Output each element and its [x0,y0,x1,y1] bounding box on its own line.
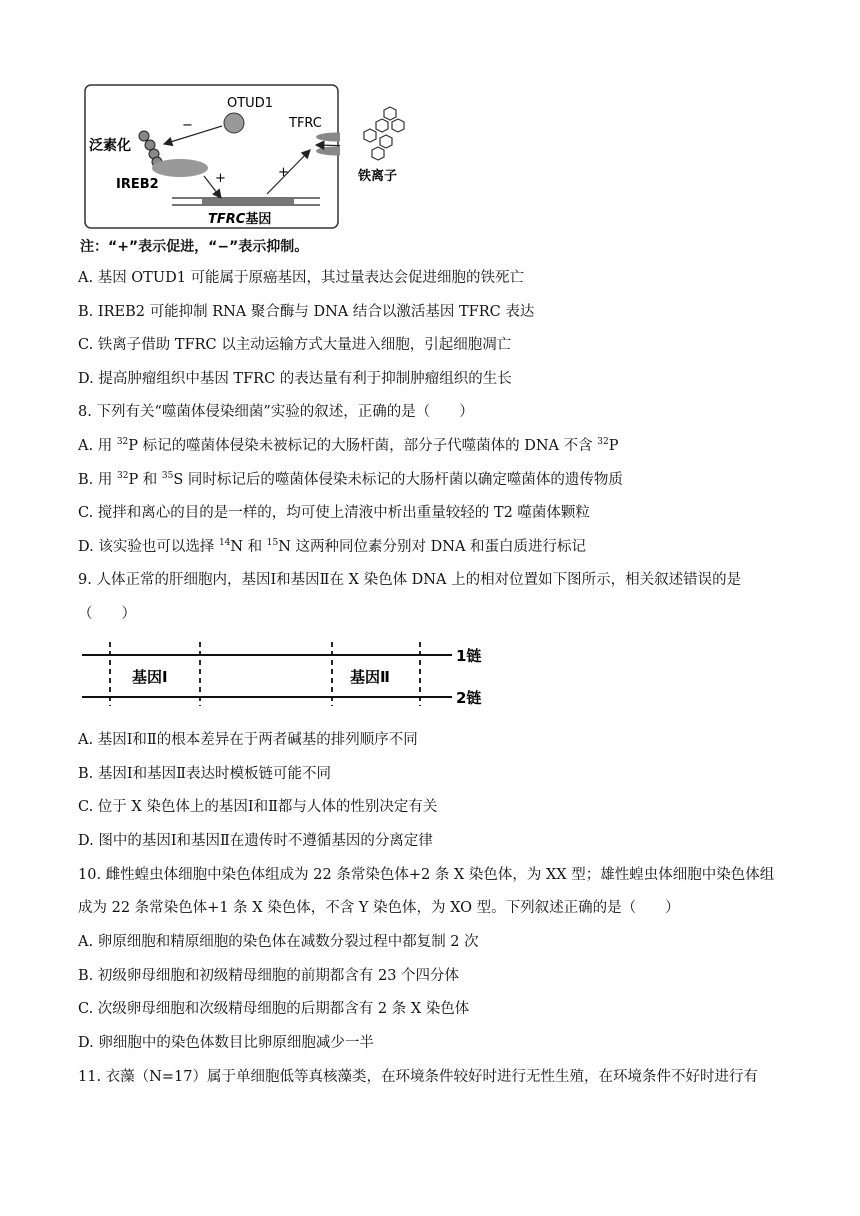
iron-ion-hexagon [372,147,384,160]
q9-option-a: A. 基因Ⅰ和Ⅱ的根本差异在于两者碱基的排列顺序不同 [78,732,418,748]
otud1-inhibit-arrow [164,126,222,144]
tfrc-gene-segment [202,199,294,204]
q7-option-b: B. IREB2 可能抑制 RNA 聚合酶与 DNA 结合以激活基因 TFRC 表达 [78,304,535,320]
minus-sign: − [182,118,193,133]
q8-option-a: A. 用 $^{32}$P 标记的噬菌体侵染未被标记的大肠杆菌，部分子代噬菌体的 DNA 不含 $^{32}$P [78,437,619,454]
q9-option-c: C. 位于 X 染色体上的基因Ⅰ和Ⅱ都与人体的性别决定有关 [78,799,438,815]
q10-stem-line1: 10. 雌性蝗虫体细胞中染色体组成为 22 条常染色体+2 条 X 染色体，为 XX 型；雄性蝗虫体细胞中染色体组 [78,867,775,883]
q8-option-d: D. 该实验也可以选择 $^{14}$N 和 $^{15}$N 这两种同位素分别对 DNA 和蛋白质进行标记 [78,538,587,555]
q8-option-c: C. 搅拌和离心的目的是一样的，均可使上清液中析出重量较轻的 T2 噬菌体颗粒 [78,505,590,521]
q9-stem-bracket: （ ） [78,606,136,622]
q9-option-d: D. 图中的基因Ⅰ和基因Ⅱ在遗传时不遵循基因的分离定律 [78,833,433,849]
iron-ion-hexagon [380,135,392,148]
chain-2-label: 2链 [456,689,482,707]
q7-option-c: C. 铁离子借助 TFRC 以主动运输方式大量进入细胞，引起细胞凋亡 [78,337,512,353]
q8-stem: 8. 下列有关“噬菌体侵染细菌”实验的叙述，正确的是（ ） [78,404,474,420]
otud1-label: OTUD1 [227,96,273,111]
gene2-label: 基因Ⅱ [350,668,390,686]
ubiquitin-bead [145,140,155,150]
iron-ion-label: 铁离子 [358,169,398,184]
q10-option-d: D. 卵细胞中的染色体数目比卵原细胞减少一半 [78,1035,374,1051]
plus-sign-2: + [278,165,289,180]
q10-option-c: C. 次级卵母细胞和次级精母细胞的后期都含有 2 条 X 染色体 [78,1001,470,1017]
ubiquitin-bead [139,131,149,141]
q10-stem-line2: 成为 22 条常染色体+1 条 X 染色体，不含 Y 染色体，为 XO 型。下列叙述正确的是（ ） [78,900,680,916]
q10-option-a: A. 卵原细胞和精原细胞的染色体在减数分裂过程中都复制 2 次 [78,934,479,950]
q8-option-b: B. 用 $^{32}$P 和 $^{35}$S 同时标记后的噬菌体侵染未标记的大肠杆菌以确定噬菌体的遗传物质 [78,471,623,488]
figure-note: 注：“+”表示促进，“−”表示抑制。 [80,239,309,255]
q10-option-b: B. 初级卵母细胞和初级精母细胞的前期都含有 23 个四分体 [78,968,460,984]
iron-ion-hexagon [384,107,396,120]
iron-ion-hexagon [392,119,404,132]
plus-sign-1: + [215,171,226,186]
ireb2-protein [152,159,208,177]
q9-stem: 9. 人体正常的肝细胞内，基因Ⅰ和基因Ⅱ在 X 染色体 DNA 上的相对位置如下图所示，相关叙述错误的是 [78,572,742,588]
q7-option-a: A. 基因 OTUD1 可能属于原癌基因，其过量表达会促进细胞的铁死亡 [78,270,525,286]
otud1-protein [224,113,244,133]
iron-ion-hexagon [364,129,376,142]
tfrc-gene-label: TFRC基因 [208,212,272,227]
iron-ions-cluster [336,104,416,194]
tfrc-label: TFRC [289,116,322,131]
iron-ion-hexagon [376,119,388,132]
q9-option-b: B. 基因Ⅰ和基因Ⅱ表达时模板链可能不同 [78,766,331,782]
q11-stem: 11. 衣藻（N=17）属于单细胞低等真核藻类，在环境条件较好时进行无性生殖，在环境条件不好时进行有 [78,1069,758,1085]
chain-1-label: 1链 [456,647,482,665]
dna-gene-diagram [80,640,510,710]
gene1-label: 基因Ⅰ [132,668,168,686]
ubiquitin-label: 泛素化 [89,138,131,154]
diagram-border [85,85,338,228]
ireb2-label: IREB2 [116,177,159,192]
q7-option-d: D. 提高肿瘤组织中基因 TFRC 的表达量有利于抑制肿瘤组织的生长 [78,371,512,387]
regulation-diagram [84,84,340,230]
